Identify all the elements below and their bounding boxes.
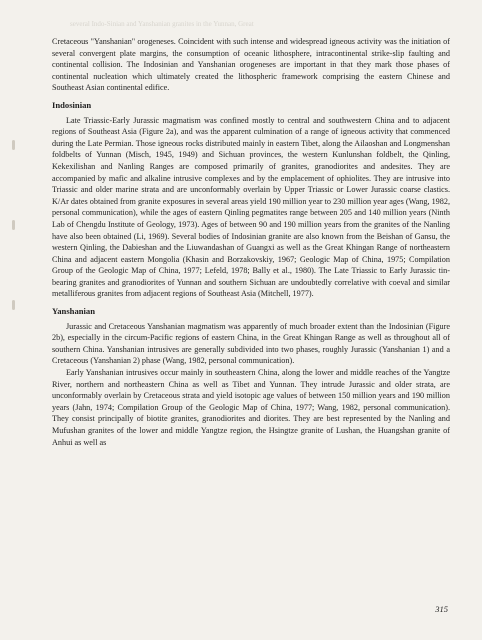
edge-mark <box>12 300 15 310</box>
page-number: 315 <box>435 604 448 614</box>
bleed-through-text: several Indo-Sinian and Yanshanian granites in the Yunnan, Great <box>70 20 254 28</box>
edge-mark <box>12 140 15 150</box>
document-page <box>52 36 450 448</box>
indosinian-paragraph: Late Triassic-Early Jurassic magmatism was confined mostly to central and southwestern China and to adjacent regions of Southeast Asia (Figure 2a), and was the apparent culmination of a range of igneous activity that commenced during the Late Permian. Those igneous rocks distributed mainly in eastern Tibet, along the Ailaoshan and Longmenshan foldbelts of Yunnan (Misch, 1945, 1949) and Sichuan provinces, the western Kunlunshan foldbelt, the Qinling, Kekexilishan and Nanling Ranges are composed primarily of granites, granodiorites and andesites. They are accompanied by mafic and alkaline intrusive complexes and by the emplacement of ophiolites. They are intrusive into Triassic and older marine strata and are unconformably overlain by Upper Triassic or Lower Jurassic coarse clastics. K/Ar dates obtained from granite exposures in several areas yield 190 million year to 230 million year ages (Wang, 1982, personal communication), while the ages of eastern Qinling pegmatites range between 205 and 140 million years (Ninth Lab of Chengdu Institute of Geology, 1973). Ages of between 90 and 190 million years from the granites of the Nanling have also been obtained (Li, 1969). Several bodies of Indosinian granite are also known from the Beishan of Gansu, the western Qinling, the Dabieshan and the Liuwandashan of Guangxi as well as the Great Khingan Range of northeastern China and adjacent eastern Mongolia (Khasin and Borzakovskiy, 1967; Geologic Map of China, 1975; Compilation Group of the Geologic Map of China, 1977; Lefeld, 1978; Bally et al., 1980). The Late Triassic to Early Jurassic tin-bearing granites and granodiorites of Yunnan and southern Sichuan are undoubtedly correlative with coeval and similar metalliferous granites from adjacent regions of Southeast Asia (Mitchell, 1977). <box>52 115 450 299</box>
yanshanian-paragraph-2: Early Yanshanian intrusives occur mainly in southeastern China, along the lower and middle reaches of the Yangtze River, northern and northeastern China as well as Tibet and Yunnan. They intrude Jurassic and older strata, are unconformably overlain by Cretaceous strata and yield isotopic age values of between 150 million years and 190 million years (Jahn, 1974; Compilation Group of the Geologic Map of China, 1977; Wang, 1982, personal communication). They consist principally of biotite granites, granodiorites and diorites. They are best represented by the Nanling and Mufushan granites of the lower and middle Yangtze region, the Hsingtze granite of Lushan, the Huangshan granite of Anhui as well as <box>52 368 450 447</box>
intro-paragraph: Cretaceous "Yanshanian" orogeneses. Coincident with such intense and widespread igneous activity was the initiation of several convergent plate margins, the consumption of oceanic lithosphere, intracontinental strike-slip faulting and continental collision. The Indosinian and Yanshanian orogeneses are important in that they mark those phases of continental nucleation which ultimately created the lithospheric framework comprising the eastern Chinese and Southeast Asian continental edifice. <box>52 37 450 93</box>
edge-mark <box>12 220 15 230</box>
yanshanian-paragraph-1: Jurassic and Cretaceous Yanshanian magmatism was apparently of much broader extent than the Indosinian (Figure 2b), especially in the circum-Pacific regions of eastern China, in the Great Khingan Range as well as throughout all of southern China. Yanshanian intrusives are generally subdivided into two phases, roughly Jurassic (Yanshanian 1) and a Cretaceous (Yanshanian 2) phase (Wang, 1982, personal communication). <box>52 321 450 366</box>
section-heading-indosinian: Indosinian <box>52 99 92 110</box>
section-heading-yanshanian: Yanshanian <box>52 306 95 317</box>
